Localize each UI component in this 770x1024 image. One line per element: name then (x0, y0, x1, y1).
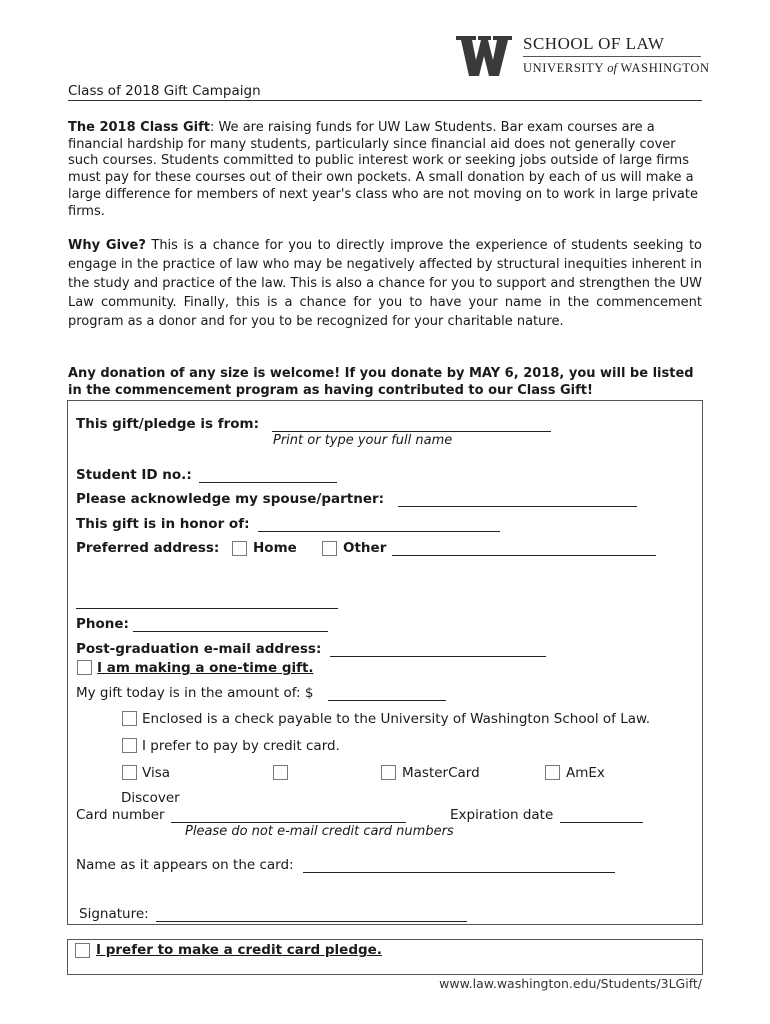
gift-amount-field[interactable] (328, 700, 446, 701)
pledge-label: I prefer to make a credit card pledge. (96, 942, 382, 958)
uw-w-logo-icon (456, 36, 512, 76)
why-give-paragraph (68, 236, 702, 331)
phone-field[interactable] (133, 631, 328, 632)
intro-text: : We are raising funds for UW Law Students. Bar exam courses are a financial hardship for many students, particularly since financial aid does not generally cover such courses. Students committed to public interest work or seeking jobs outside of large firms must pay for these courses out of their own pockets. A small donation by each of us will make a large difference for members of next year's class who are not moving on to work in large private firms. (68, 120, 698, 219)
donation-notice: Any donation of any size is welcome! If you donate by MAY 6, 2018, you will be listed in the commencement program as having contributed to our Class Gift! (68, 366, 694, 398)
honor-field[interactable] (258, 531, 500, 532)
discover-label: Discover (121, 790, 180, 806)
pledge-checkbox[interactable] (75, 943, 90, 958)
other-address-field[interactable] (392, 555, 656, 556)
email-field[interactable] (330, 656, 546, 657)
card-number-label: Card number (76, 807, 165, 823)
footer-url: www.law.washington.edu/Students/3LGift/ (439, 976, 702, 991)
credit-card-checkbox[interactable] (122, 738, 137, 753)
why-give-lead: Why Give? (68, 238, 146, 253)
mastercard-label: MasterCard (402, 765, 480, 781)
other-label: Other (343, 540, 387, 556)
credit-card-option-label: I prefer to pay by credit card. (142, 738, 340, 754)
check-checkbox[interactable] (122, 711, 137, 726)
intro-paragraph (68, 120, 702, 220)
logo-school-name: SCHOOL OF LAW (523, 34, 665, 53)
mastercard-checkbox[interactable] (381, 765, 396, 780)
logo-university-of: of (607, 61, 617, 75)
home-label: Home (253, 540, 297, 556)
signature-field[interactable] (156, 921, 467, 922)
logo-university-prefix: UNIVERSITY (523, 61, 608, 75)
logo-university-suffix: WASHINGTON (617, 61, 710, 75)
visa-checkbox[interactable] (122, 765, 137, 780)
one-time-gift-label: I am making a one-time gift. (97, 660, 314, 676)
preferred-address-label: Preferred address: (76, 540, 220, 556)
phone-label: Phone: (76, 616, 129, 632)
address-line-field[interactable] (76, 608, 338, 609)
no-email-note: Please do not e-mail credit card numbers (185, 824, 454, 839)
other-checkbox[interactable] (322, 541, 337, 556)
gift-from-field[interactable] (272, 431, 551, 432)
name-on-card-field[interactable] (303, 872, 615, 873)
intro-lead: The 2018 Class Gift (68, 120, 210, 135)
why-give-text: This is a chance for you to directly improve the experience of students seeking to engage in the practice of law who may be negatively affected by structural inequities inherent in the study and practice of the law. This is also a chance for you to support and strengthen the UW Law community. Finally, this is a chance for you to have your name in the commencement program as a donor and for you to be recognized for your charitable nature. (68, 238, 702, 329)
home-checkbox[interactable] (232, 541, 247, 556)
honor-label: This gift is in honor of: (76, 516, 250, 532)
card-number-field[interactable] (171, 822, 406, 823)
expiration-field[interactable] (560, 822, 643, 823)
spouse-field[interactable] (398, 506, 637, 507)
amex-label: AmEx (566, 765, 605, 781)
check-option-label: Enclosed is a check payable to the University of Washington School of Law. (142, 711, 651, 727)
student-id-label: Student ID no.: (76, 467, 192, 483)
header-rule (68, 100, 702, 101)
logo-divider (523, 56, 701, 57)
gift-from-hint: Print or type your full name (273, 433, 453, 448)
spouse-label: Please acknowledge my spouse/partner: (76, 491, 385, 507)
signature-label: Signature: (79, 906, 149, 922)
name-on-card-label: Name as it appears on the card: (76, 857, 294, 873)
discover-checkbox[interactable] (273, 765, 288, 780)
student-id-field[interactable] (199, 482, 337, 483)
expiration-label: Expiration date (450, 807, 554, 823)
gift-amount-label: My gift today is in the amount of: $ (76, 685, 314, 701)
one-time-gift-checkbox[interactable] (77, 660, 92, 675)
amex-checkbox[interactable] (545, 765, 560, 780)
email-label: Post-graduation e-mail address: (76, 641, 322, 657)
gift-from-label: This gift/pledge is from: (76, 416, 259, 432)
logo-university-name (523, 61, 710, 76)
campaign-title: Class of 2018 Gift Campaign (68, 83, 261, 99)
visa-label: Visa (142, 765, 170, 781)
